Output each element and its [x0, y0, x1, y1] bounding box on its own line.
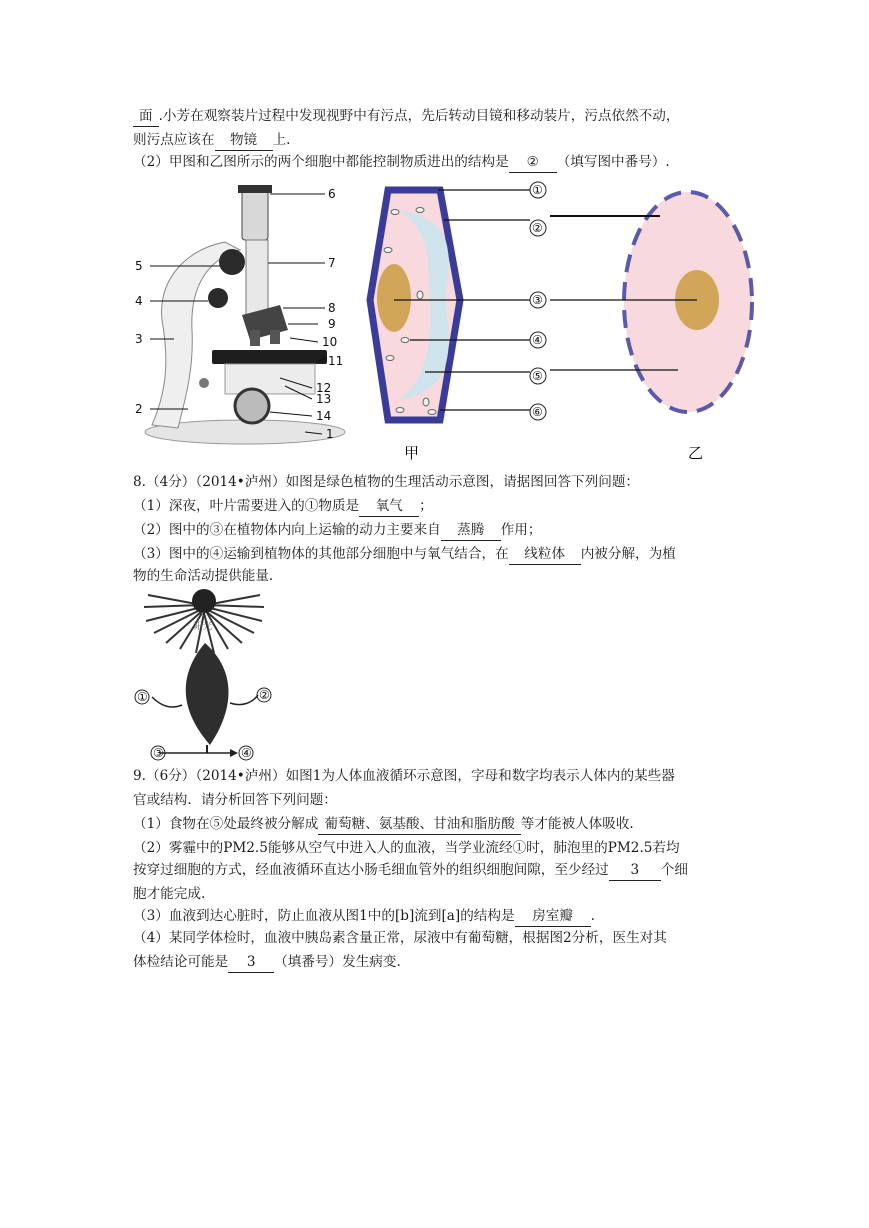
q8-title: 8.（4分）（2014•泸州）如图是绿色植物的生理活动示意图，请据图回答下列问题：: [133, 474, 640, 490]
objective: [270, 330, 280, 344]
q9-sub-4: （4）某同学体检时，血液中胰岛素含量正常，尿液中有葡萄糖，根据图2分析，医生对其: [133, 930, 667, 946]
answer-blank: 葡萄糖、氨基酸、甘油和脂肪酸: [318, 814, 520, 835]
q8-sub-1: （1）深夜，叶片需要进入的①物质是 氧气 ；: [133, 496, 433, 517]
stage-support: [225, 364, 315, 394]
mirror: [235, 389, 269, 423]
answer-blank: 3: [609, 860, 661, 881]
microscope-label: 12: [316, 381, 332, 395]
answer-blank: 3: [228, 952, 274, 973]
objective: [250, 330, 260, 346]
sun-icon: [192, 589, 216, 613]
microscope-label: 9: [328, 317, 336, 331]
cell-marker: ⑤: [532, 369, 543, 383]
q9-sub-4-cont: 体检结论可能是 3 （填番号）发生病变.: [133, 952, 401, 973]
microscope-label: 10: [322, 335, 338, 349]
q7-line-1: 面 .小芳在观察装片过程中发现视野中有污点，先后转动目镜和移动装片，污点依然不动，: [133, 106, 679, 127]
microscope-label: 7: [328, 256, 336, 270]
q8-sub-2: （2）图中的③在植物体内向上运输的动力主要来自 蒸腾 作用；: [133, 520, 542, 541]
cell-marker: ⑥: [532, 405, 543, 419]
microscope-label: 2: [135, 402, 143, 416]
microscope-label: 4: [135, 294, 143, 308]
q9-sub-2: （2）雾霾中的PM2.5能够从空气中进入人的血液，当学业流经①时，肺泡里的PM2.5若均: [133, 840, 680, 856]
q9-sub-2-cont: 按穿过细胞的方式，经血液循环直达小肠毛细血管外的组织细胞间隙，至少经过 3 个细: [133, 860, 688, 881]
microscope-label: 8: [328, 301, 336, 315]
cell-figure: [360, 180, 770, 465]
q9-sub-2-end: 胞才能完成.: [133, 886, 206, 902]
q9-sub-1: （1）食物在⑤处最终被分解成 葡萄糖、氨基酸、甘油和脂肪酸 等才能被人体吸收.: [133, 814, 634, 835]
q9-title-cont: 官或结构．请分析回答下列问题：: [133, 792, 337, 808]
q7-line-2: 则污点应该在 物镜 上.: [133, 130, 290, 151]
eyepiece: [242, 188, 268, 240]
cell-marker: ①: [532, 183, 543, 197]
answer-blank: 物镜: [215, 130, 273, 151]
plant-nucleus: [377, 264, 411, 332]
microscope-label: 5: [135, 259, 143, 273]
answer-blank: 面: [133, 106, 159, 127]
sun-label: 阳光: [194, 622, 213, 632]
label-yi: 乙: [688, 444, 704, 462]
coarse-knob: [219, 249, 245, 275]
q8-sub-3: （3）图中的④运输到植物体的其他部分细胞中与氧气结合，在 线粒体 内被分解，为植: [133, 544, 676, 565]
cell-marker: ②: [532, 221, 543, 235]
microscope-label: 3: [135, 332, 143, 346]
cell-marker: ③: [532, 293, 543, 307]
label-jia: 甲: [404, 444, 420, 462]
microscope-label: 13: [316, 392, 332, 406]
screw: [199, 378, 209, 388]
microscope-figure: [130, 180, 360, 450]
q7-line-3: （2）甲图和乙图所示的两个细胞中都能控制物质进出的结构是 ② （填写图中番号）.: [133, 152, 670, 173]
leaf-marker: ④: [241, 746, 252, 760]
answer-blank: 氧气: [359, 496, 419, 517]
fine-knob: [208, 288, 228, 308]
microscope-label: 6: [328, 187, 336, 201]
q9-title: 9.（6分）（2014•泸州）如图1为人体血液循环示意图，字母和数字均表示人体内的某些器: [133, 768, 675, 784]
answer-blank: 线粒体: [509, 544, 581, 565]
eyepiece-cap: [238, 185, 272, 193]
leaf-marker: ②: [259, 688, 270, 702]
answer-blank: 房室瓣: [515, 906, 591, 927]
microscope-label: 1: [326, 427, 334, 441]
answer-blank: 蒸腾: [441, 520, 501, 541]
q9-sub-3: （3）血液到达心脏时，防止血液从图1中的[b]流到[a]的结构是 房室瓣 .: [133, 906, 595, 927]
answer-blank: ②: [509, 152, 557, 173]
leaf-marker: ①: [137, 690, 148, 704]
microscope-label: 11: [328, 354, 344, 368]
leaf-figure: [130, 585, 280, 765]
cell-marker: ④: [532, 333, 543, 347]
microscope-label: 14: [316, 409, 332, 423]
stage: [212, 350, 327, 364]
q8-sub-3-cont: 物的生命活动提供能量.: [133, 568, 274, 584]
leaf-marker: ③: [153, 746, 164, 760]
leaf: [186, 643, 229, 745]
